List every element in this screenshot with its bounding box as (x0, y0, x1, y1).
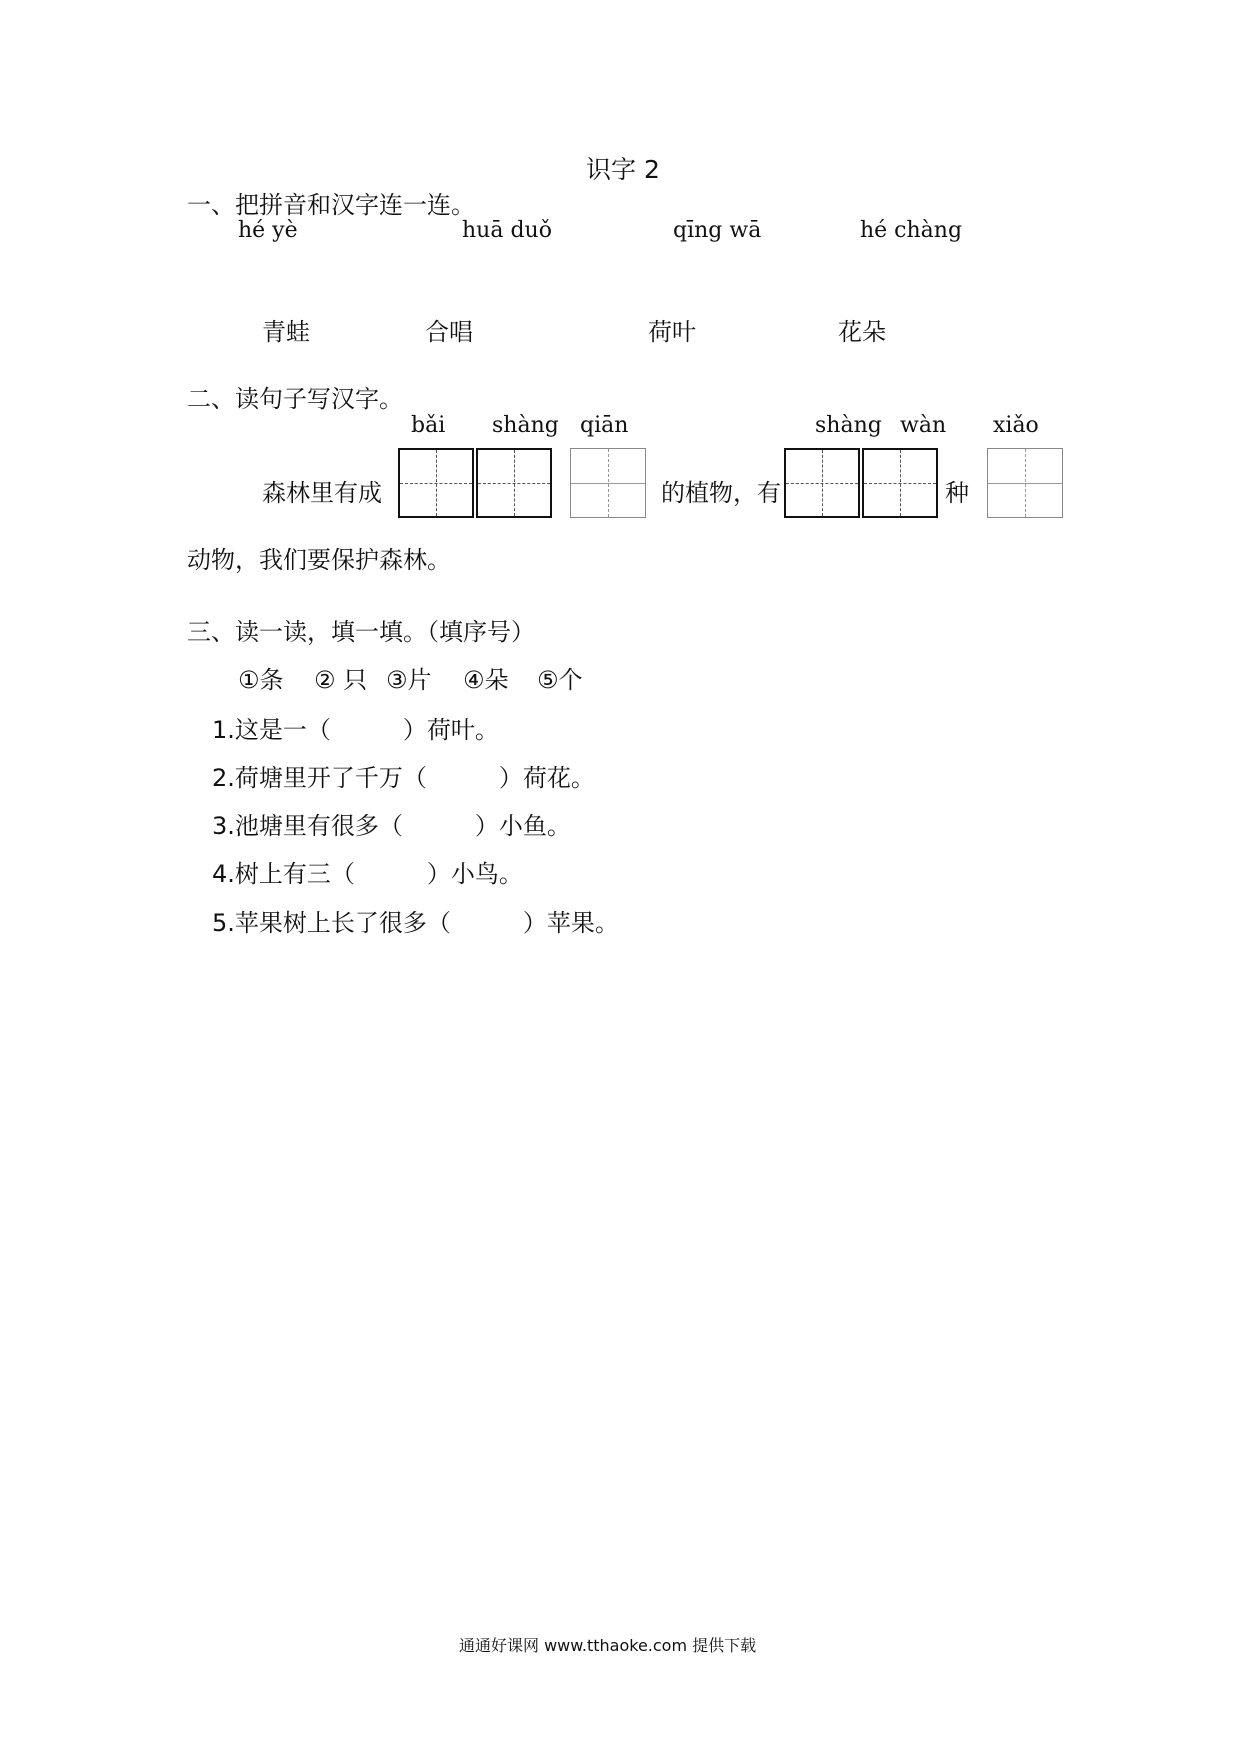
option-duo: ④朵 (463, 666, 509, 694)
question-3-after: ）小鱼。 (474, 812, 571, 840)
pinyin-qing-wa: qīng wā (673, 218, 762, 243)
pinyin-wan: wàn (900, 413, 947, 438)
writing-box-xiao[interactable] (987, 448, 1063, 518)
sentence-part-2: 的植物，有 (661, 479, 781, 507)
question-5 (212, 903, 619, 938)
pinyin-bai: bǎi (411, 413, 446, 438)
option-ge: ⑤个 (537, 666, 583, 694)
question-3 (212, 806, 571, 841)
option-zhi: ② 只 (314, 666, 368, 694)
writing-box-bai[interactable] (398, 448, 474, 518)
writing-box-shang[interactable] (476, 448, 552, 518)
question-2-before: 2.荷塘里开了千万（ (212, 764, 427, 792)
pinyin-he-ye: hé yè (238, 218, 298, 243)
sentence-part-3: 种 (945, 479, 969, 507)
writing-box-wan[interactable] (862, 448, 938, 518)
question-4-after: ）小鸟。 (426, 860, 523, 888)
pinyin-xiao: xiǎo (993, 413, 1039, 438)
question-1-after: ）荷叶。 (402, 716, 499, 744)
sentence-part-1: 森林里有成 (262, 479, 382, 507)
question-4-before: 4.树上有三（ (212, 860, 355, 888)
word-hechang: 合唱 (425, 318, 473, 346)
pinyin-shang-1: shàng (492, 413, 559, 438)
word-qingwa: 青蛙 (262, 318, 310, 346)
question-5-after: ）苹果。 (522, 909, 619, 937)
pinyin-shang-2: shàng (815, 413, 882, 438)
option-tiao: ①条 (238, 666, 284, 694)
page-title: 识字 2 (586, 155, 660, 184)
question-2 (212, 758, 595, 793)
pinyin-hua-duo: huā duǒ (462, 218, 552, 243)
word-heye: 荷叶 (648, 318, 696, 346)
pinyin-he-chang: hé chàng (860, 218, 963, 243)
question-5-before: 5.苹果树上长了很多（ (212, 909, 451, 937)
question-2-after: ）荷花。 (498, 764, 595, 792)
question-3-before: 3.池塘里有很多（ (212, 812, 403, 840)
footer-credit: 通通好课网 www.tthaoke.com 提供下载 (459, 1636, 757, 1655)
section3-heading: 三、读一读，填一填。（填序号） (187, 618, 535, 646)
question-1 (212, 710, 499, 745)
section2-heading: 二、读句子写汉字。 (187, 385, 403, 413)
word-huaduo: 花朵 (838, 318, 886, 346)
question-4 (212, 854, 523, 889)
option-pian: ③片 (386, 666, 432, 694)
writing-box-shang-2[interactable] (784, 448, 860, 518)
question-1-before: 1.这是一（ (212, 716, 331, 744)
pinyin-qian: qiān (580, 413, 629, 438)
sentence-part-4: 动物，我们要保护森林。 (187, 546, 451, 574)
writing-box-qian[interactable] (570, 448, 646, 518)
section1-heading: 一、把拼音和汉字连一连。 (187, 191, 475, 219)
